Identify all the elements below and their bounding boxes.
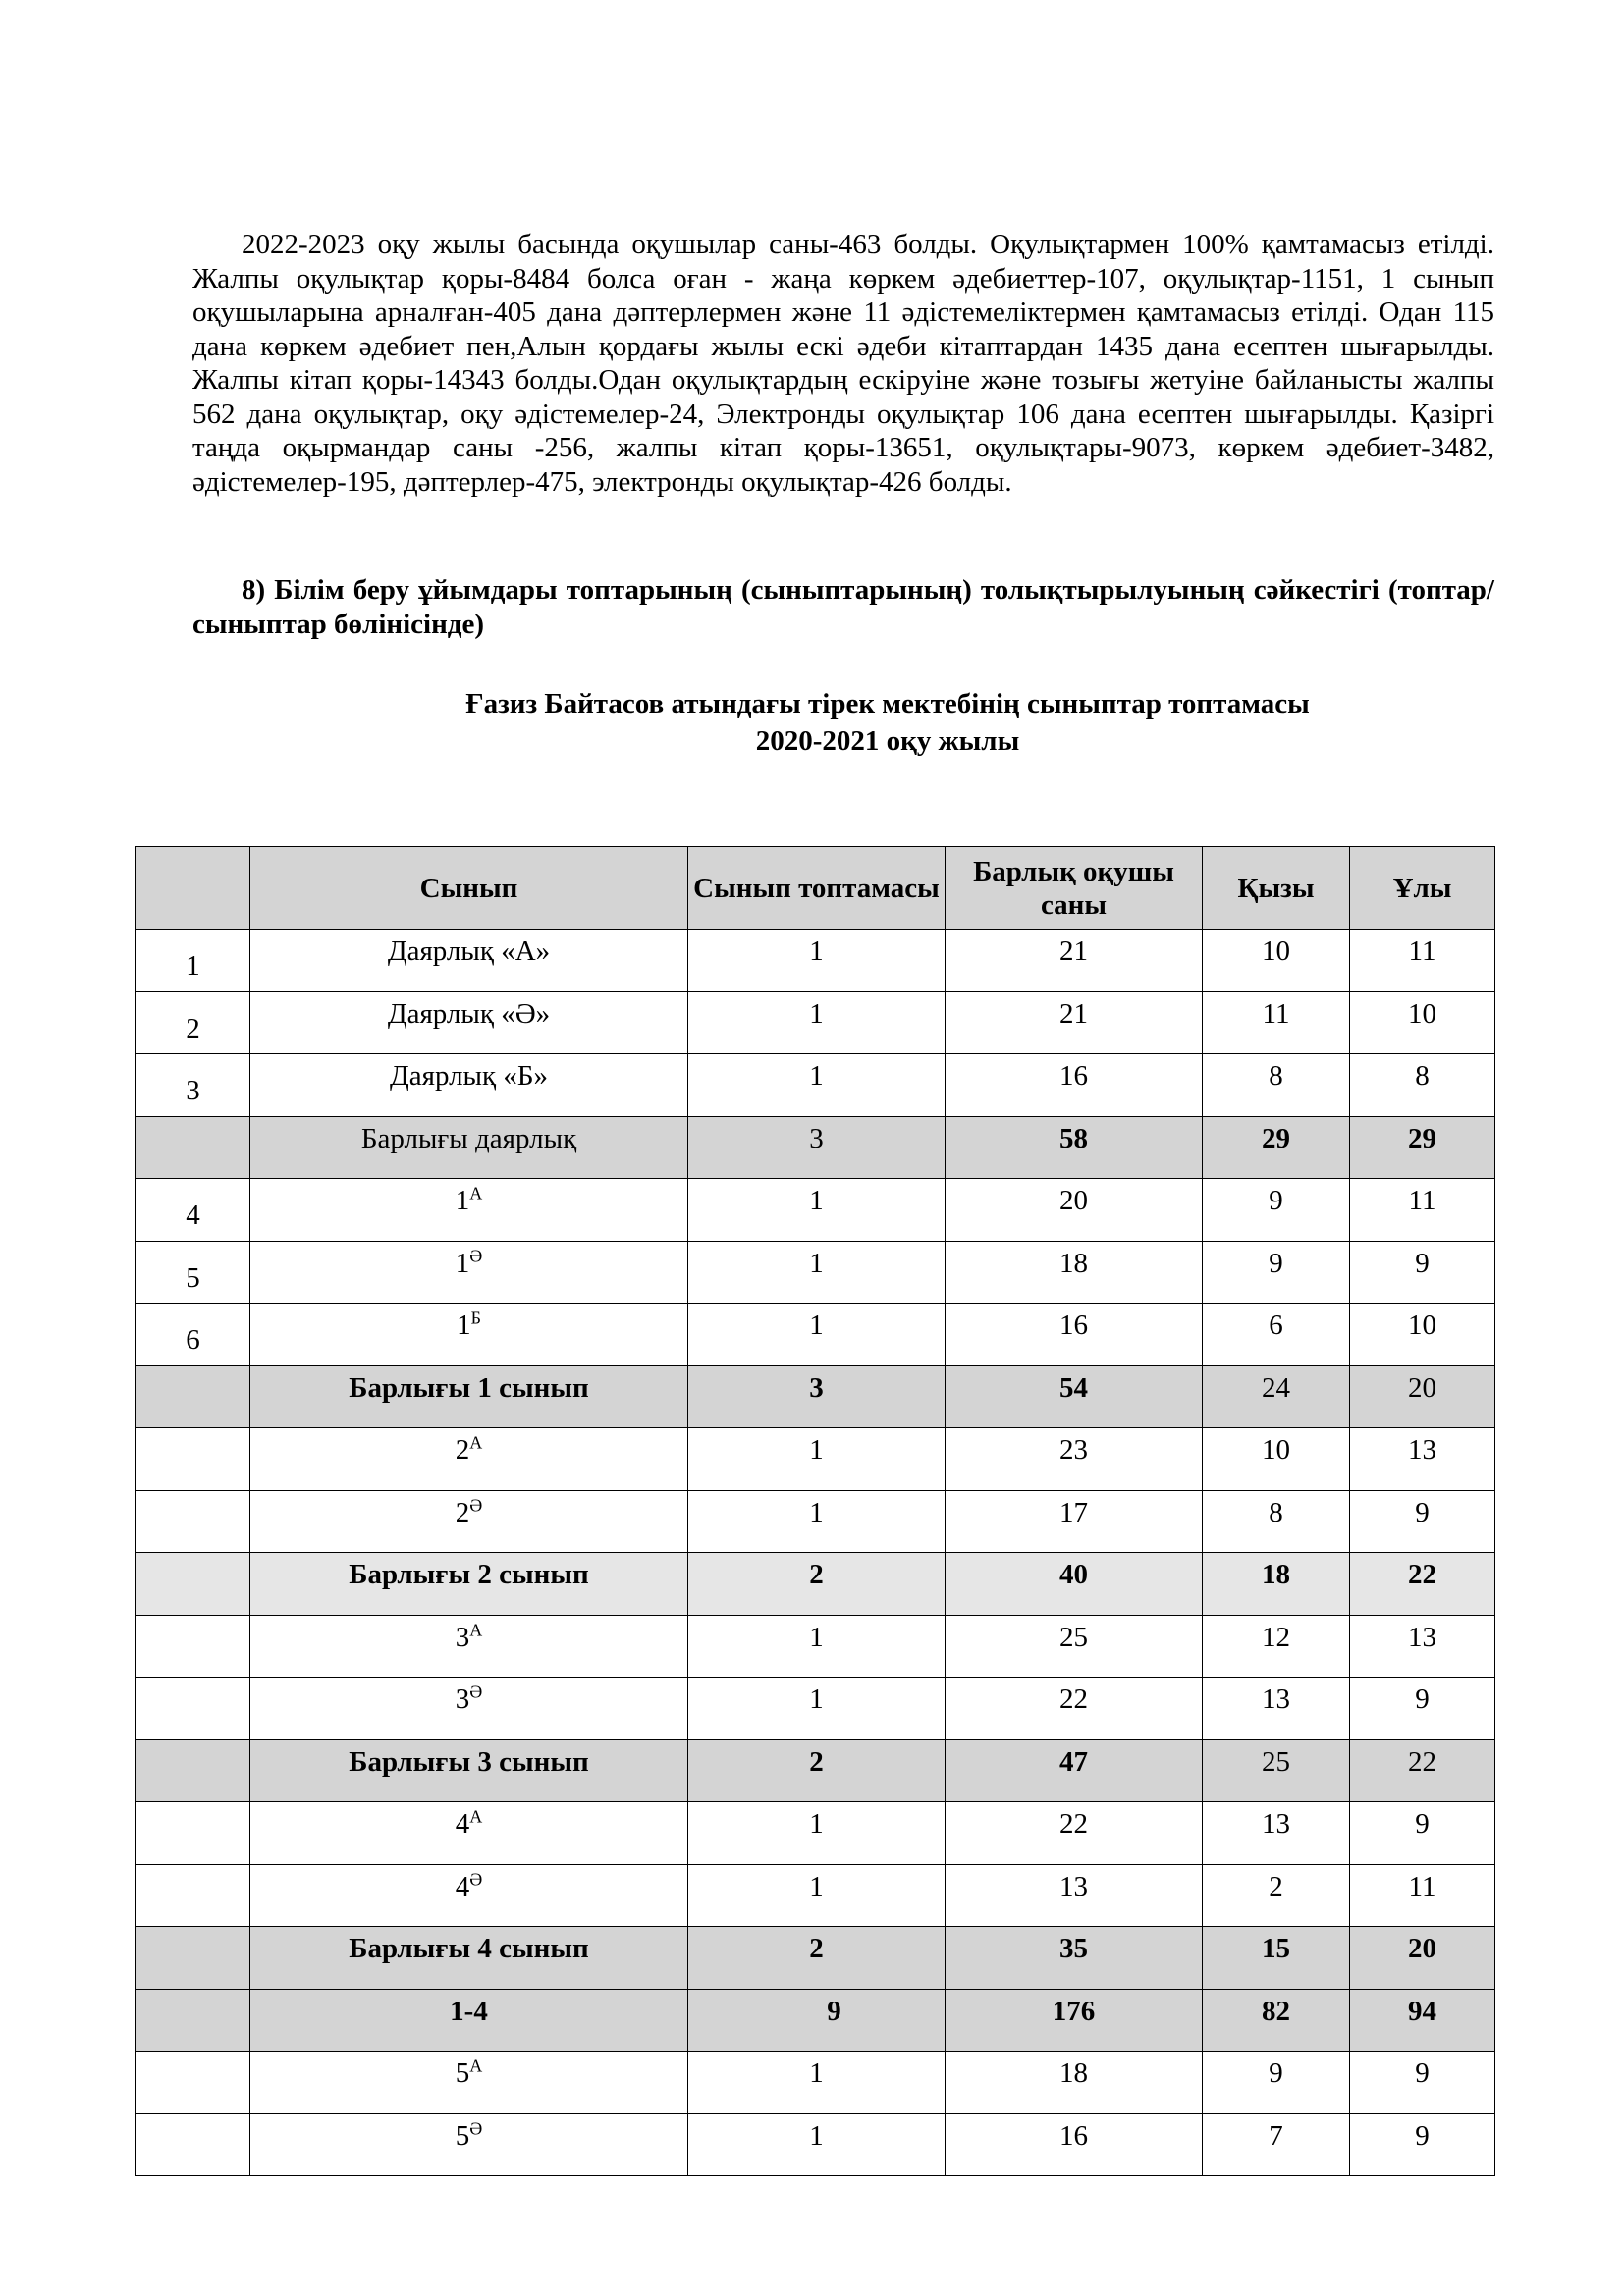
class-name-cell [250,1179,688,1242]
class-letter: А [469,2056,483,2076]
total-students-cell: 40 [946,1553,1203,1616]
row-number-cell [136,1615,250,1678]
table-row [136,1864,1495,1927]
class-name-cell [250,1428,688,1491]
row-number-cell: 4 [136,1179,250,1242]
group-count-cell: 1 [688,991,946,1054]
class-name-cell [250,1739,688,1802]
row-number-cell: 3 [136,1054,250,1117]
class-name: Даярлық «А» [387,935,551,967]
boys-count-cell: 9 [1350,1802,1495,1865]
group-count-cell: 1 [688,1490,946,1553]
girls-count-cell: 7 [1203,2113,1350,2176]
boys-count-cell: 11 [1350,1179,1495,1242]
girls-count-cell: 82 [1203,1989,1350,2052]
class-name-cell [250,1615,688,1678]
row-number-cell [136,1678,250,1740]
class-letter: Ә [469,1494,483,1515]
boys-count-cell: 13 [1350,1428,1495,1491]
header-cell: Сынып топтамасы [688,847,946,930]
total-students-cell: 58 [946,1116,1203,1179]
class-letter: Ә [469,2117,483,2138]
class-letter: А [469,1183,483,1203]
header-cell: Сынып [250,847,688,930]
girls-count-cell: 13 [1203,1802,1350,1865]
class-name: 1 [455,1185,470,1216]
row-number-cell [136,1490,250,1553]
class-name-cell [250,1553,688,1616]
girls-count-cell: 15 [1203,1927,1350,1990]
total-students-cell: 25 [946,1615,1203,1678]
group-count-cell: 1 [688,1802,946,1865]
row-number-cell [136,2113,250,2176]
boys-count-cell: 9 [1350,1678,1495,1740]
row-number-cell [136,1365,250,1428]
group-count-cell: 1 [688,1864,946,1927]
girls-count-cell: 24 [1203,1365,1350,1428]
class-name-cell [250,1864,688,1927]
section-heading: 8) Білім беру ұйымдары топтарының (сыныптарының) толықтырылуының сәйкестігі (топтар/сыныптар бөлінісінде) [192,574,1494,640]
boys-count-cell: 9 [1350,1490,1495,1553]
boys-count-cell: 22 [1350,1739,1495,1802]
class-letter: Б [470,1308,481,1328]
group-count-cell: 1 [688,1678,946,1740]
header-cell: Ұлы [1350,847,1495,930]
table-row [136,1802,1495,1865]
class-name: Даярлық «Ә» [387,997,551,1030]
girls-count-cell: 8 [1203,1054,1350,1117]
class-letter: А [469,1432,483,1453]
group-count-cell: 2 [688,1927,946,1990]
row-number-cell [136,2052,250,2114]
boys-count-cell: 22 [1350,1553,1495,1616]
row-number-cell [136,1927,250,1990]
class-name-cell [250,1365,688,1428]
table-body [136,930,1495,2176]
row-number-cell [136,1989,250,2052]
girls-count-cell: 2 [1203,1864,1350,1927]
girls-count-cell: 10 [1203,930,1350,992]
table-header-row [136,847,1495,930]
total-students-cell: 20 [946,1179,1203,1242]
header-cell [136,847,250,930]
row-number-cell [136,1739,250,1802]
table-row [136,1428,1495,1491]
total-students-cell: 35 [946,1927,1203,1990]
girls-count-cell: 6 [1203,1304,1350,1366]
girls-count-cell: 9 [1203,2052,1350,2114]
row-number-cell: 5 [136,1241,250,1304]
class-name: 4 [455,1808,470,1840]
row-number-cell [136,1864,250,1927]
class-name: 1 [457,1309,471,1341]
total-students-cell: 21 [946,930,1203,992]
boys-count-cell: 8 [1350,1054,1495,1117]
class-name: 4 [455,1870,470,1902]
group-count-cell: 1 [688,2113,946,2176]
group-count-cell: 1 [688,1428,946,1491]
total-students-cell: 176 [946,1989,1203,2052]
table-row [136,2052,1495,2114]
class-groups-table [135,846,1495,2176]
class-name-cell [250,1490,688,1553]
class-name-cell [250,1927,688,1990]
row-number-cell [136,1428,250,1491]
class-name: 5 [455,2119,470,2152]
table-row [136,1054,1495,1117]
subtotal-row [136,1553,1495,1616]
intro-paragraph: 2022-2023 оқу жылы басында оқушылар саны-463 болды. Оқулықтармен 100% қамтамасыз етілді. Жалпы оқулықтар қоры-8484 болса оған - жаңа көркем әдебиеттер-107, оқулықтар-1151, 1 сынып оқушыларына арналған-405 дана дәптерлермен және 11 әдістемеліктермен қамтамасыз етілді. Одан 115 дана көркем әдебиет пен,Алын қордағы жылы ескі әдеби кітаптардан 1435 дана есептен шығарылды. Жалпы кітап қоры-14343 болды.Одан оқулықтардың ескіруіне және тозығы жетуіне байланысты жалпы 562 дана оқулықтар, оқу әдістемелер-24, Электронды оқулықтар 106 дана есептен шығарылды. Қазіргі таңда оқырмандар саны -256, жалпы кітап қоры-13651, оқулықтары-9073, көркем әдебиет-3482, әдістемелер-195, дәптерлер-475, электронды оқулықтар-426 болды. [192,229,1494,498]
subtotal-row [136,1365,1495,1428]
total-students-cell: 23 [946,1428,1203,1491]
table-row [136,1678,1495,1740]
class-name-cell [250,1678,688,1740]
class-letter: А [469,1619,483,1639]
total-students-cell: 47 [946,1739,1203,1802]
row-number-cell: 6 [136,1304,250,1366]
row-number-cell [136,1802,250,1865]
class-name: 3 [455,1621,470,1653]
row-number-cell [136,1553,250,1616]
boys-count-cell: 9 [1350,1241,1495,1304]
class-name-cell [250,1802,688,1865]
boys-count-cell: 20 [1350,1927,1495,1990]
table-row [136,2113,1495,2176]
boys-count-cell: 94 [1350,1989,1495,2052]
boys-count-cell: 29 [1350,1116,1495,1179]
total-students-cell: 22 [946,1802,1203,1865]
boys-count-cell: 10 [1350,1304,1495,1366]
table-title: Ғазиз Байтасов атындағы тірек мектебінің сыныптар топтамасы [465,688,1310,720]
total-students-cell: 13 [946,1864,1203,1927]
class-name-cell [250,1054,688,1117]
total-students-cell: 21 [946,991,1203,1054]
class-name-cell [250,1304,688,1366]
row-number-cell: 1 [136,930,250,992]
boys-count-cell: 20 [1350,1365,1495,1428]
girls-count-cell: 18 [1203,1553,1350,1616]
boys-count-cell: 13 [1350,1615,1495,1678]
girls-count-cell: 8 [1203,1490,1350,1553]
boys-count-cell: 9 [1350,2052,1495,2114]
subtotal-row [136,1927,1495,1990]
group-count-cell: 1 [688,1179,946,1242]
table-row [136,1304,1495,1366]
row-number-cell: 2 [136,991,250,1054]
subtotal-row [136,1989,1495,2052]
girls-count-cell: 9 [1203,1241,1350,1304]
group-count-cell: 3 [688,1116,946,1179]
class-name: Барлығы 1 сынып [349,1371,589,1404]
group-count-cell: 1 [688,1615,946,1678]
group-count-cell: 1 [688,930,946,992]
total-students-cell: 17 [946,1490,1203,1553]
class-name: 2 [455,1496,470,1528]
group-count-cell: 1 [688,1054,946,1117]
table-subtitle: 2020-2021 оқу жылы [755,725,1020,757]
class-name: 1 [455,1247,470,1279]
total-students-cell: 18 [946,2052,1203,2114]
girls-count-cell: 11 [1203,991,1350,1054]
class-name: Барлығы 3 сынып [349,1745,589,1778]
class-name-cell [250,2113,688,2176]
class-name: 5 [455,2057,470,2089]
group-count-cell: 3 [688,1365,946,1428]
class-name: Барлығы 4 сынып [349,1933,589,1964]
subtotal-row [136,1739,1495,1802]
class-name-cell [250,930,688,992]
class-letter: А [469,1806,483,1827]
class-name-cell [250,1116,688,1179]
class-name-cell [250,1989,688,2052]
row-number-cell [136,1116,250,1179]
total-students-cell: 22 [946,1678,1203,1740]
girls-count-cell: 13 [1203,1678,1350,1740]
class-name-cell [250,991,688,1054]
table-row [136,1241,1495,1304]
class-letter: Ә [469,1868,483,1889]
total-students-cell: 18 [946,1241,1203,1304]
group-count-cell: 2 [688,1739,946,1802]
table-row [136,1179,1495,1242]
subtotal-row [136,1116,1495,1179]
class-name: Даярлық «Б» [389,1060,549,1092]
total-students-cell: 54 [946,1365,1203,1428]
header-cell: Қызы [1203,847,1350,930]
class-name: 2 [455,1434,470,1466]
class-letter: Ә [469,1245,483,1265]
total-students-cell: 16 [946,1054,1203,1117]
class-letter: Ә [469,1682,483,1702]
girls-count-cell: 25 [1203,1739,1350,1802]
table-row [136,1490,1495,1553]
boys-count-cell: 11 [1350,930,1495,992]
girls-count-cell: 10 [1203,1428,1350,1491]
class-name: Барлығы 2 сынып [349,1559,589,1590]
girls-count-cell: 29 [1203,1116,1350,1179]
girls-count-cell: 9 [1203,1179,1350,1242]
header-cell: Барлық оқушы саны [946,847,1203,930]
girls-count-cell: 12 [1203,1615,1350,1678]
class-name-cell [250,2052,688,2114]
class-name-cell [250,1241,688,1304]
group-count-cell: 1 [688,2052,946,2114]
table-row [136,991,1495,1054]
class-name: Барлығы даярлық [360,1122,577,1154]
boys-count-cell: 9 [1350,2113,1495,2176]
total-students-cell: 16 [946,2113,1203,2176]
group-count-cell: 2 [688,1553,946,1616]
table-row [136,930,1495,992]
class-name: 1-4 [450,1995,488,2027]
boys-count-cell: 10 [1350,991,1495,1054]
group-count-cell: 1 [688,1241,946,1304]
total-students-cell: 16 [946,1304,1203,1366]
group-count-cell: 1 [688,1304,946,1366]
class-name: 3 [455,1683,470,1715]
table-row [136,1615,1495,1678]
boys-count-cell: 11 [1350,1864,1495,1927]
group-count-cell: 9 [688,1989,946,2052]
